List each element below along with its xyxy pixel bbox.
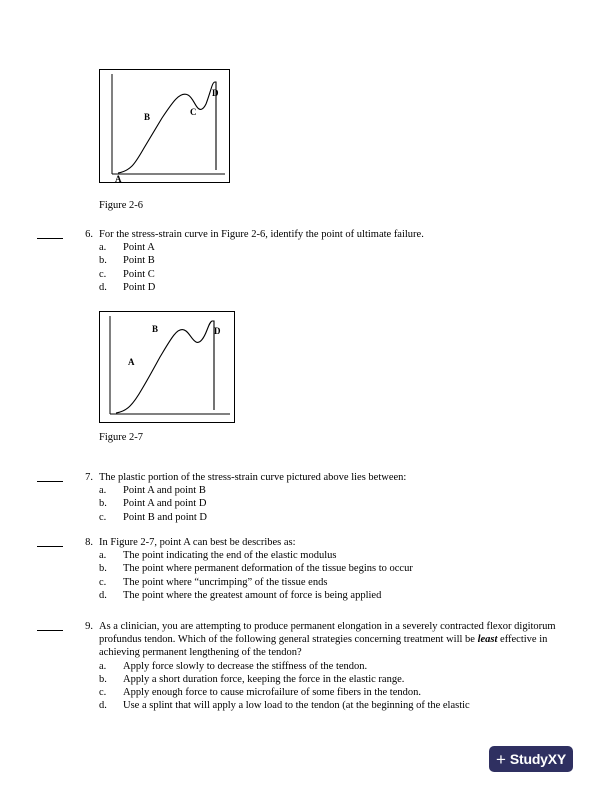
choice-label: c. [99, 268, 107, 280]
question-8-text: In Figure 2-7, point A can best be describes as: [99, 537, 296, 548]
stress-strain-curve-2 [100, 312, 234, 422]
question-9-text-part1: As a clinician, you are attempting to produce permanent elongation in a severely contracted flexor digitorum profundus tendon. Which of the following general strategies concerning treatment will be [99, 621, 556, 646]
figure-2-6-caption: Figure 2-6 [99, 200, 144, 211]
question-7-text: The plastic portion of the stress-strain curve pictured above lies between: [99, 472, 407, 483]
choice-label: c. [99, 576, 107, 588]
question-7-choices [99, 484, 577, 524]
watermark-label: StudyXY [509, 751, 567, 767]
question-9-text [99, 620, 577, 660]
choice-text: Point C [123, 268, 155, 280]
plus-icon: + [495, 749, 506, 769]
choice-text: Apply enough force to cause microfailure of some fibers in the tendon. [123, 687, 421, 699]
question-8 [37, 536, 577, 602]
choice-text: Point B and point D [123, 511, 208, 523]
studyxy-watermark [489, 746, 573, 772]
question-6-text: For the stress-strain curve in Figure 2-6, identify the point of ultimate failure. [99, 229, 424, 240]
figure-2-6-point-label-D: D [212, 88, 219, 98]
question-8-choices [99, 549, 577, 602]
choice-text: The point where the greatest amount of force is being applied [123, 589, 382, 601]
choice-item[interactable] [99, 660, 577, 673]
choice-item[interactable] [99, 699, 577, 712]
choice-item[interactable] [99, 281, 577, 294]
question-6-choices [99, 241, 577, 294]
choice-text: Apply a short duration force, keeping the force in the elastic range. [123, 673, 405, 685]
choice-label: b. [99, 563, 107, 575]
choice-text: Point A and point B [123, 485, 206, 497]
choice-item[interactable] [99, 511, 577, 524]
question-7-number: 7. [85, 472, 93, 483]
figure-2-6-point-label-B: B [144, 112, 151, 122]
answer-blank-7[interactable] [37, 481, 63, 482]
choice-text: The point where “uncrimping” of the tissue ends [123, 576, 328, 588]
choice-item[interactable] [99, 673, 577, 686]
choice-text: Point A [123, 242, 155, 254]
choice-label: a. [99, 660, 107, 672]
choice-item[interactable] [99, 589, 577, 602]
choice-text: Point A and point D [123, 498, 207, 510]
question-7 [37, 471, 577, 524]
choice-text: Point D [123, 281, 156, 293]
choice-item[interactable] [99, 484, 577, 497]
choice-item[interactable] [99, 562, 577, 575]
question-9-text-part2: effective in achieving permanent lengthening of the tendon? [99, 634, 548, 659]
figure-2-6-point-label-C: C [190, 107, 197, 117]
choice-label: a. [99, 550, 107, 562]
choice-item[interactable] [99, 576, 577, 589]
question-9-emphasis: least [477, 634, 498, 646]
choice-text: Use a splint that will apply a low load to the tendon (at the beginning of the elastic [123, 700, 470, 712]
choice-label: b. [99, 255, 107, 267]
choice-label: a. [99, 242, 107, 254]
question-9-number: 9. [85, 621, 93, 632]
answer-blank-8[interactable] [37, 546, 63, 547]
question-6 [37, 228, 577, 294]
choice-label: b. [99, 498, 107, 510]
choice-label: a. [99, 485, 107, 497]
choice-label: b. [99, 673, 107, 685]
question-6-number: 6. [85, 229, 93, 240]
figure-2-6-graph [99, 69, 230, 183]
choice-item[interactable] [99, 254, 577, 267]
choice-item[interactable] [99, 497, 577, 510]
choice-text: Point B [123, 255, 155, 267]
stress-strain-curve-1 [100, 70, 229, 182]
choice-label: d. [99, 281, 107, 293]
figure-2-7-point-label-B: B [152, 324, 159, 334]
choice-item[interactable] [99, 549, 577, 562]
choice-text: The point indicating the end of the elastic modulus [123, 550, 337, 562]
choice-item[interactable] [99, 268, 577, 281]
choice-label: c. [99, 511, 107, 523]
choice-item[interactable] [99, 686, 577, 699]
choice-label: c. [99, 687, 107, 699]
choice-text: Apply force slowly to decrease the stiffness of the tendon. [123, 660, 368, 672]
question-9 [37, 620, 577, 712]
answer-blank-6[interactable] [37, 238, 63, 239]
figure-2-7-caption: Figure 2-7 [99, 432, 144, 443]
answer-blank-9[interactable] [37, 630, 63, 631]
choice-label: d. [99, 700, 107, 712]
choice-label: d. [99, 589, 107, 601]
question-9-choices [99, 660, 577, 713]
figure-2-7-point-label-D: D [214, 326, 221, 336]
question-8-number: 8. [85, 537, 93, 548]
figure-2-7-point-label-A: A [128, 357, 135, 367]
figure-2-7-graph [99, 311, 235, 423]
choice-item[interactable] [99, 241, 577, 254]
choice-text: The point where permanent deformation of the tissue begins to occur [123, 563, 413, 575]
figure-2-6-point-label-A: A [115, 174, 122, 182]
